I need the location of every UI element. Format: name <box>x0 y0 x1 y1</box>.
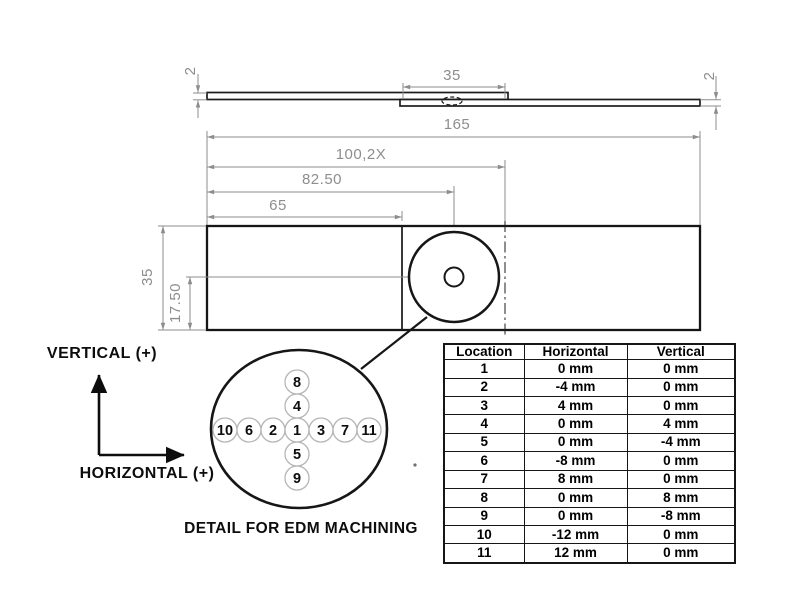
cell-location: 4 <box>444 415 524 433</box>
dim-left-section: 65 <box>269 197 287 214</box>
stray-mark <box>413 463 416 466</box>
side-view-left-plate <box>207 93 508 100</box>
cell-horizontal: 0 mm <box>524 507 627 525</box>
dim-plate-length: 165 <box>443 116 471 133</box>
vertical-axis-label: VERTICAL (+) <box>46 345 158 362</box>
dim-thickness-left: 2 <box>182 66 199 76</box>
cell-horizontal: -4 mm <box>524 378 627 396</box>
table-row <box>444 415 735 433</box>
cell-vertical: 0 mm <box>627 452 735 470</box>
front-view <box>139 116 700 369</box>
location-marker-number: 11 <box>361 423 377 439</box>
cell-vertical: 0 mm <box>627 544 735 563</box>
cell-location: 9 <box>444 507 524 525</box>
cell-horizontal: 8 mm <box>524 470 627 488</box>
table-row <box>444 544 735 563</box>
cell-vertical: 0 mm <box>627 470 735 488</box>
detail-caption: DETAIL FOR EDM MACHINING <box>184 520 418 537</box>
cell-location: 3 <box>444 397 524 415</box>
cell-vertical: 0 mm <box>627 525 735 543</box>
location-marker-number: 6 <box>244 423 254 439</box>
cell-horizontal: 0 mm <box>524 360 627 378</box>
cell-location: 1 <box>444 360 524 378</box>
cell-horizontal: -12 mm <box>524 525 627 543</box>
location-marker-number: 2 <box>268 423 278 439</box>
dim-plate-width: 35 <box>139 268 156 286</box>
dim-step-offset: 100,2X <box>335 146 387 163</box>
location-marker-number: 9 <box>292 471 302 487</box>
cell-horizontal: 0 mm <box>524 415 627 433</box>
table-row <box>444 378 735 396</box>
cell-vertical: 0 mm <box>627 360 735 378</box>
cell-horizontal: 0 mm <box>524 489 627 507</box>
cell-vertical: 0 mm <box>627 378 735 396</box>
cell-horizontal: 0 mm <box>524 433 627 451</box>
dim-hole-offset-horizontal: 82.50 <box>301 171 343 188</box>
location-marker-number: 8 <box>292 375 302 391</box>
table-row <box>444 452 735 470</box>
cell-horizontal: -8 mm <box>524 452 627 470</box>
col-header-horizontal: Horizontal <box>524 344 627 360</box>
location-marker-number: 10 <box>216 423 234 439</box>
cell-vertical: 8 mm <box>627 489 735 507</box>
table-row <box>444 397 735 415</box>
dim-hole-offset-vertical: 17.50 <box>167 282 184 324</box>
cell-horizontal: 12 mm <box>524 544 627 563</box>
location-table <box>443 343 736 564</box>
dim-thickness-right: 2 <box>701 71 718 81</box>
side-view-right-plate <box>400 100 700 107</box>
cell-vertical: 4 mm <box>627 415 735 433</box>
table-header-row <box>444 344 735 360</box>
cell-vertical: -8 mm <box>627 507 735 525</box>
location-marker-number: 3 <box>316 423 326 439</box>
horizontal-axis-label: HORIZONTAL (+) <box>79 465 215 482</box>
location-marker-number: 7 <box>340 423 350 439</box>
col-header-vertical: Vertical <box>627 344 735 360</box>
hole-circle <box>445 268 464 287</box>
coordinate-axes <box>47 345 215 482</box>
table-row <box>444 470 735 488</box>
table-row <box>444 507 735 525</box>
cell-location: 2 <box>444 378 524 396</box>
cell-vertical: 0 mm <box>627 397 735 415</box>
location-marker-number: 4 <box>292 399 302 415</box>
location-marker-number: 5 <box>292 447 302 463</box>
col-header-location: Location <box>444 344 524 360</box>
table-row <box>444 433 735 451</box>
location-table-body <box>444 360 735 563</box>
cell-location: 5 <box>444 433 524 451</box>
cell-location: 10 <box>444 525 524 543</box>
cell-vertical: -4 mm <box>627 433 735 451</box>
location-marker-number: 1 <box>292 423 302 439</box>
cell-location: 11 <box>444 544 524 563</box>
dim-overlap-width: 35 <box>443 67 461 84</box>
table-row <box>444 489 735 507</box>
table-row <box>444 360 735 378</box>
table-row <box>444 525 735 543</box>
detail-view <box>184 350 418 537</box>
cell-location: 7 <box>444 470 524 488</box>
cell-location: 8 <box>444 489 524 507</box>
cell-horizontal: 4 mm <box>524 397 627 415</box>
cell-location: 6 <box>444 452 524 470</box>
